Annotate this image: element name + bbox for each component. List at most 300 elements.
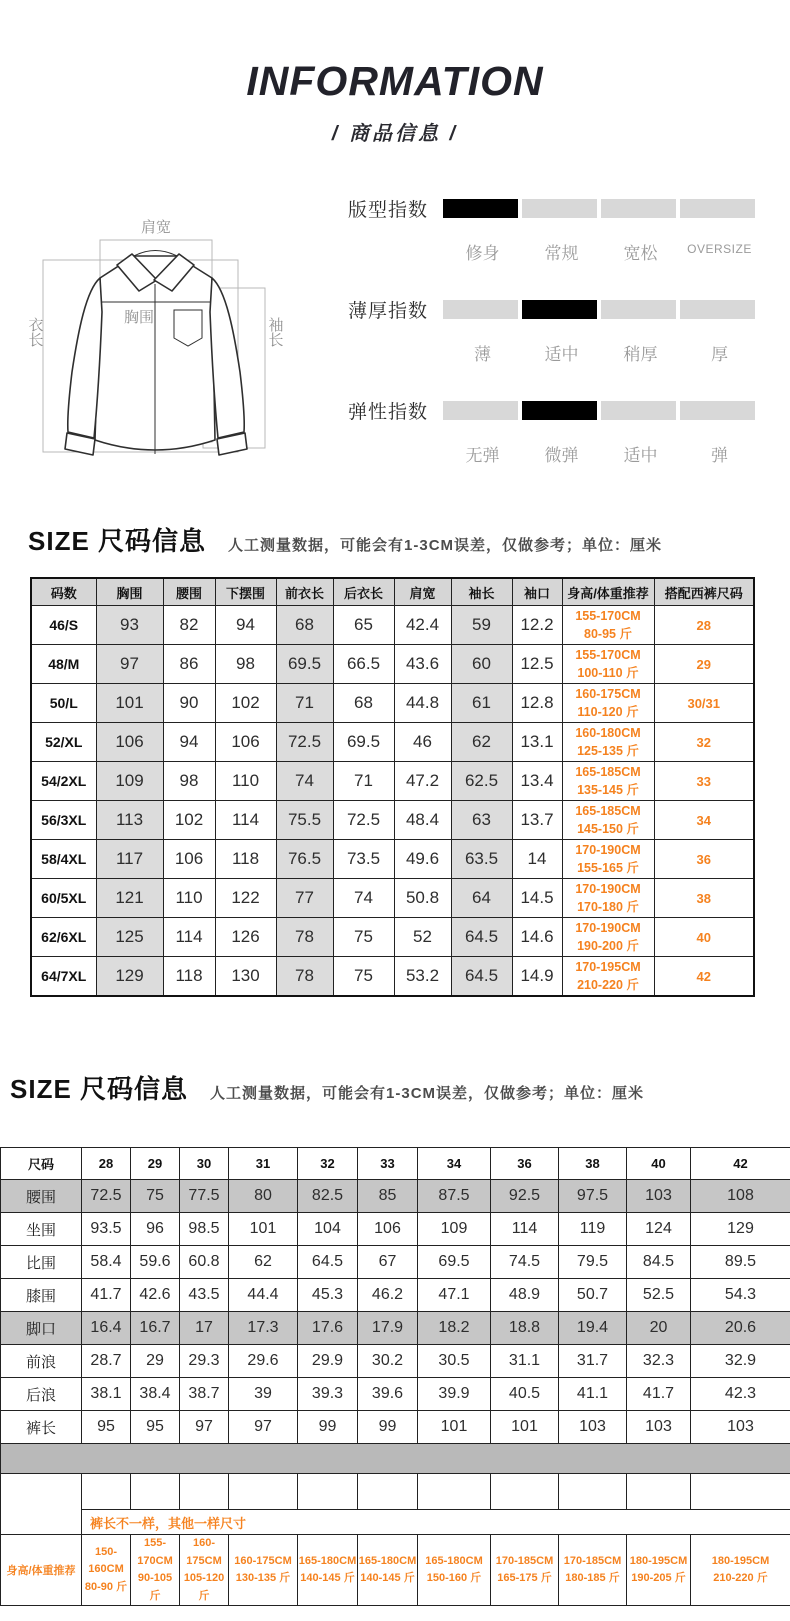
index-label: 薄厚指数: [348, 300, 429, 322]
measurement-cell: 50.7: [559, 1279, 627, 1312]
column-header: 31: [229, 1148, 298, 1180]
measurement-cell: 124: [627, 1213, 691, 1246]
recommend-weight: 190-205 斤: [631, 1572, 686, 1585]
measurement-cell: 93.5: [82, 1213, 131, 1246]
measurement-cell: 46: [394, 723, 451, 762]
spacer-row: [1, 1444, 790, 1474]
shirt-neckband: [134, 251, 177, 257]
shoulder-width-label: 肩宽: [140, 219, 172, 236]
shirt-measurement-diagram: [22, 192, 317, 484]
size-row: [31, 684, 754, 723]
measurement-cell: 17.3: [229, 1312, 298, 1345]
recommend-cell: [691, 1535, 790, 1606]
measurement-cell: 30.2: [358, 1345, 418, 1378]
measurement-cell: 93: [96, 606, 163, 645]
recommend-label-cell: 身高/体重推荐: [1, 1535, 82, 1606]
measurement-cell: 13.4: [512, 762, 562, 801]
measurement-cell: 99: [298, 1411, 358, 1444]
measurement-cell: 72.5: [82, 1180, 131, 1213]
size-title-2: SIZE 尺码信息: [10, 1074, 189, 1104]
recommend-weight: 170-180 斤: [577, 900, 639, 914]
row-label-cell: 前浪: [1, 1345, 82, 1378]
measurement-cell: 110: [215, 762, 276, 801]
index-row: [348, 398, 768, 422]
measurement-cell: 82: [163, 606, 215, 645]
empty-cell: [131, 1474, 180, 1510]
size-title-1: SIZE 尺码信息: [28, 526, 207, 556]
measure-row: [1, 1411, 790, 1444]
index-option-label: 薄: [474, 345, 491, 364]
measurement-cell: 49.6: [394, 840, 451, 879]
pants-size-cell: 28: [654, 606, 754, 645]
measurement-cell: 53.2: [394, 957, 451, 997]
size-note-2: 人工测量数据，可能会有1-3CM误差，仅做参考；单位：厘米: [210, 1085, 645, 1102]
measurement-cell: 14: [512, 840, 562, 879]
measurement-cell: 72.5: [276, 723, 333, 762]
recommend-height: 165-185CM: [575, 803, 641, 818]
column-header: 30: [180, 1148, 229, 1180]
index-segment: [601, 300, 676, 319]
measurement-cell: 46.2: [358, 1279, 418, 1312]
shirt-left-sleeve: [68, 278, 102, 438]
measure-row: [1, 1345, 790, 1378]
measurement-cell: 60: [451, 645, 512, 684]
column-header: 后衣长: [333, 578, 394, 606]
measurement-cell: 95: [131, 1411, 180, 1444]
empty-cell: [180, 1474, 229, 1510]
empty-cell: [82, 1474, 131, 1510]
recommend-height: 165-180CM: [358, 1554, 417, 1567]
measurement-cell: 63: [451, 801, 512, 840]
measurement-cell: 50.8: [394, 879, 451, 918]
measurement-cell: 114: [491, 1213, 559, 1246]
measurement-cell: 47.1: [418, 1279, 491, 1312]
column-header: 搭配西裤尺码: [654, 578, 754, 606]
measurement-cell: 129: [691, 1213, 790, 1246]
recommend-cell: [562, 879, 654, 918]
measurement-cell: 65: [333, 606, 394, 645]
recommend-height: 155-170CM: [575, 608, 641, 623]
measurement-cell: 41.7: [82, 1279, 131, 1312]
measurement-cell: 38.7: [180, 1378, 229, 1411]
index-segment: [680, 199, 755, 218]
measurement-cell: 32.9: [691, 1345, 790, 1378]
measurement-cell: 76.5: [276, 840, 333, 879]
measurement-cell: 39.3: [298, 1378, 358, 1411]
measurement-cell: 87.5: [418, 1180, 491, 1213]
shirt-right-sleeve: [210, 278, 244, 438]
measurement-cell: 109: [418, 1213, 491, 1246]
measurement-cell: 82.5: [298, 1180, 358, 1213]
pants-size-cell: 40: [654, 918, 754, 957]
recommend-weight: 90-105 斤: [137, 1572, 173, 1602]
measurement-cell: 77: [276, 879, 333, 918]
index-bar: [443, 401, 759, 420]
measurement-cell: 103: [559, 1411, 627, 1444]
measurement-cell: 103: [691, 1411, 790, 1444]
column-header: 36: [491, 1148, 559, 1180]
measurement-cell: 52: [394, 918, 451, 957]
measurement-cell: 114: [163, 918, 215, 957]
measurement-cell: 64: [451, 879, 512, 918]
recommend-weight: 210-220 斤: [713, 1572, 768, 1585]
column-header: 肩宽: [394, 578, 451, 606]
index-segment: [680, 300, 755, 319]
recommend-cell: [562, 957, 654, 997]
measurement-cell: 14.6: [512, 918, 562, 957]
size-row: [31, 840, 754, 879]
column-header: 34: [418, 1148, 491, 1180]
measurement-cell: 101: [229, 1213, 298, 1246]
recommend-cell: [562, 840, 654, 879]
recommend-cell: [562, 723, 654, 762]
measurement-cell: 17.6: [298, 1312, 358, 1345]
measurement-cell: 48.4: [394, 801, 451, 840]
measurement-cell: 101: [491, 1411, 559, 1444]
recommend-height: 170-185CM: [495, 1554, 554, 1567]
recommend-weight: 145-150 斤: [577, 822, 639, 836]
recommend-height: 165-180CM: [298, 1554, 357, 1567]
measurement-cell: 16.4: [82, 1312, 131, 1345]
recommend-height: 160-175CM: [186, 1537, 222, 1567]
recommend-cell: [229, 1535, 298, 1606]
measurement-cell: 42.3: [691, 1378, 790, 1411]
recommend-height: 160-175CM: [234, 1554, 292, 1567]
measurement-cell: 106: [215, 723, 276, 762]
column-header: 32: [298, 1148, 358, 1180]
recommend-cell: [562, 762, 654, 801]
size-row: [31, 879, 754, 918]
index-segment-selected: [522, 401, 597, 420]
measurement-cell: 59: [451, 606, 512, 645]
empty-cell: [627, 1474, 691, 1510]
size-code-cell: 64/7XL: [31, 957, 96, 997]
pants-size-cell: 38: [654, 879, 754, 918]
index-option-label: 常规: [544, 244, 579, 263]
index-option-label: 无弹: [465, 446, 500, 465]
measurement-cell: 39: [229, 1378, 298, 1411]
empty-cell: [358, 1474, 418, 1510]
measurement-cell: 108: [691, 1180, 790, 1213]
measurement-cell: 28.7: [82, 1345, 131, 1378]
measurement-cell: 80: [229, 1180, 298, 1213]
measurement-cell: 68: [333, 684, 394, 723]
measurement-cell: 96: [131, 1213, 180, 1246]
fit-index-panel: [348, 196, 768, 499]
measurement-cell: 18.8: [491, 1312, 559, 1345]
index-segment: [601, 401, 676, 420]
measure-row: [1, 1246, 790, 1279]
measurement-cell: 118: [163, 957, 215, 997]
recommend-height: 180-195CM: [711, 1554, 770, 1567]
pants-size-cell: 33: [654, 762, 754, 801]
measurement-cell: 59.6: [131, 1246, 180, 1279]
row-label-cell: 后浪: [1, 1378, 82, 1411]
recommend-cell: [627, 1535, 691, 1606]
recommend-weight: 80-95 斤: [584, 627, 632, 641]
recommend-cell: [562, 684, 654, 723]
row-label-cell: 腰围: [1, 1180, 82, 1213]
row-label-cell: 脚口: [1, 1312, 82, 1345]
measurement-cell: 66.5: [333, 645, 394, 684]
measurement-cell: 68: [276, 606, 333, 645]
index-segment-selected: [522, 300, 597, 319]
column-header: 袖口: [512, 578, 562, 606]
page-header: [0, 58, 790, 146]
measurement-cell: 20: [627, 1312, 691, 1345]
recommend-weight: 210-220 斤: [577, 978, 639, 992]
size-row: [31, 762, 754, 801]
size-row: [31, 723, 754, 762]
empty-label-cell: [1, 1474, 82, 1535]
pants-size-cell: 42: [654, 957, 754, 997]
empty-cell: [491, 1474, 559, 1510]
recommend-row: [1, 1535, 790, 1606]
row-label-cell: 裤长: [1, 1411, 82, 1444]
recommend-cell: [298, 1535, 358, 1606]
measurement-cell: 48.9: [491, 1279, 559, 1312]
recommend-height: 170-185CM: [563, 1554, 622, 1567]
measurement-cell: 13.7: [512, 801, 562, 840]
index-block: [348, 196, 768, 264]
empty-cell: [418, 1474, 491, 1510]
empty-row: [1, 1474, 790, 1510]
measurement-cell: 18.2: [418, 1312, 491, 1345]
index-options: [443, 239, 768, 264]
recommend-weight: 110-120 斤: [577, 705, 639, 719]
measurement-cell: 74.5: [491, 1246, 559, 1279]
recommend-weight: 100-110 斤: [577, 666, 639, 680]
note-row: [1, 1510, 790, 1535]
recommend-height: 155-170CM: [137, 1537, 173, 1567]
recommend-height: 170-190CM: [575, 881, 641, 896]
pants-size-cell: 29: [654, 645, 754, 684]
size-code-cell: 52/XL: [31, 723, 96, 762]
size-row: [31, 957, 754, 997]
recommend-weight: 155-165 斤: [577, 861, 639, 875]
measurement-cell: 42.4: [394, 606, 451, 645]
recommend-height: 160-180CM: [575, 725, 641, 740]
measurement-cell: 98: [163, 762, 215, 801]
size-row: [31, 918, 754, 957]
measurement-cell: 31.7: [559, 1345, 627, 1378]
empty-cell: [229, 1474, 298, 1510]
measurement-cell: 17: [180, 1312, 229, 1345]
measurement-cell: 64.5: [451, 918, 512, 957]
shirt-size-table: [30, 577, 755, 997]
measurement-cell: 86: [163, 645, 215, 684]
size-section-1-header: [28, 521, 662, 558]
pants-size-table: [0, 1147, 790, 1606]
measurement-cell: 64.5: [451, 957, 512, 997]
recommend-cell: [358, 1535, 418, 1606]
recommend-height: 160-175CM: [575, 686, 641, 701]
measurement-cell: 67: [358, 1246, 418, 1279]
measurement-cell: 29: [131, 1345, 180, 1378]
measurement-cell: 19.4: [559, 1312, 627, 1345]
index-segment: [522, 199, 597, 218]
column-header: 42: [691, 1148, 790, 1180]
shirt-table-header-row: [31, 578, 754, 606]
index-label: 版型指数: [348, 199, 429, 221]
measurement-cell: 121: [96, 879, 163, 918]
measurement-cell: 12.5: [512, 645, 562, 684]
measurement-cell: 77.5: [180, 1180, 229, 1213]
recommend-weight: 105-120 斤: [183, 1572, 225, 1602]
index-segment: [601, 199, 676, 218]
measurement-cell: 14.5: [512, 879, 562, 918]
measurement-cell: 39.9: [418, 1378, 491, 1411]
measurement-cell: 60.8: [180, 1246, 229, 1279]
measurement-cell: 74: [276, 762, 333, 801]
measurement-cell: 31.1: [491, 1345, 559, 1378]
measure-row: [1, 1378, 790, 1411]
recommend-height: 170-190CM: [575, 920, 641, 935]
column-header: 38: [559, 1148, 627, 1180]
measurement-cell: 106: [163, 840, 215, 879]
measurement-cell: 58.4: [82, 1246, 131, 1279]
index-segment-selected: [443, 199, 518, 218]
size-section-2-header: [10, 1069, 644, 1106]
size-row: [31, 606, 754, 645]
size-code-cell: 58/4XL: [31, 840, 96, 879]
recommend-weight: 135-145 斤: [577, 783, 639, 797]
column-header: 33: [358, 1148, 418, 1180]
recommend-weight: 140-145 斤: [360, 1572, 415, 1585]
row-label-cell: 比围: [1, 1246, 82, 1279]
measurement-cell: 40.5: [491, 1378, 559, 1411]
measurement-cell: 117: [96, 840, 163, 879]
index-row: [348, 297, 768, 321]
size-code-cell: 54/2XL: [31, 762, 96, 801]
measurement-cell: 17.9: [358, 1312, 418, 1345]
measurement-cell: 119: [559, 1213, 627, 1246]
recommend-cell: [131, 1535, 180, 1606]
measurement-cell: 103: [627, 1411, 691, 1444]
measurement-cell: 97: [96, 645, 163, 684]
measurement-cell: 29.3: [180, 1345, 229, 1378]
measurement-cell: 89.5: [691, 1246, 790, 1279]
measurement-cell: 61: [451, 684, 512, 723]
index-option-label: OVERSIZE: [687, 242, 752, 256]
empty-cell: [298, 1474, 358, 1510]
measurement-cell: 32.3: [627, 1345, 691, 1378]
measurement-cell: 63.5: [451, 840, 512, 879]
index-options: [443, 340, 768, 365]
recommend-cell: [562, 801, 654, 840]
measurement-cell: 85: [358, 1180, 418, 1213]
column-header: 下摆围: [215, 578, 276, 606]
recommend-height: 170-190CM: [575, 842, 641, 857]
measurement-cell: 73.5: [333, 840, 394, 879]
recommend-height: 165-180CM: [425, 1554, 483, 1567]
page-subtitle: / 商品信息 /: [331, 123, 459, 145]
measurement-cell: 101: [418, 1411, 491, 1444]
measurement-cell: 52.5: [627, 1279, 691, 1312]
recommend-cell: [562, 606, 654, 645]
size-code-cell: 46/S: [31, 606, 96, 645]
measurement-cell: 106: [358, 1213, 418, 1246]
measurement-cell: 101: [96, 684, 163, 723]
measurement-cell: 126: [215, 918, 276, 957]
pants-size-cell: 32: [654, 723, 754, 762]
measurement-cell: 13.1: [512, 723, 562, 762]
column-header: 袖长: [451, 578, 512, 606]
column-header: 胸围: [96, 578, 163, 606]
measurement-cell: 97.5: [559, 1180, 627, 1213]
measurement-cell: 30.5: [418, 1345, 491, 1378]
index-option-label: 厚: [711, 345, 728, 364]
recommend-cell: [559, 1535, 627, 1606]
measurement-cell: 72.5: [333, 801, 394, 840]
recommend-height: 165-185CM: [575, 764, 641, 779]
measurement-cell: 78: [276, 957, 333, 997]
measurement-cell: 20.6: [691, 1312, 790, 1345]
index-option-label: 修身: [465, 244, 500, 263]
column-header: 身高/体重推荐: [562, 578, 654, 606]
measurement-cell: 41.1: [559, 1378, 627, 1411]
measurement-cell: 62: [229, 1246, 298, 1279]
row-label-cell: 坐围: [1, 1213, 82, 1246]
index-bar: [443, 199, 759, 218]
measurement-cell: 130: [215, 957, 276, 997]
recommend-cell: [491, 1535, 559, 1606]
measurement-cell: 84.5: [627, 1246, 691, 1279]
measurement-cell: 54.3: [691, 1279, 790, 1312]
measurement-cell: 29.9: [298, 1345, 358, 1378]
recommend-cell: [418, 1535, 491, 1606]
measurement-cell: 43.5: [180, 1279, 229, 1312]
measurement-cell: 94: [163, 723, 215, 762]
measurement-cell: 95: [82, 1411, 131, 1444]
measurement-cell: 114: [215, 801, 276, 840]
index-option-label: 适中: [544, 345, 579, 364]
pants-size-cell: 36: [654, 840, 754, 879]
measurement-cell: 75: [333, 957, 394, 997]
column-header: 尺码: [1, 1148, 82, 1180]
index-option-label: 弹: [711, 446, 728, 465]
recommend-weight: 125-135 斤: [577, 744, 639, 758]
index-bar: [443, 300, 759, 319]
measurement-cell: 109: [96, 762, 163, 801]
index-options: [443, 441, 768, 466]
measurement-cell: 99: [358, 1411, 418, 1444]
measure-row: [1, 1279, 790, 1312]
measure-row: [1, 1312, 790, 1345]
measurement-cell: 92.5: [491, 1180, 559, 1213]
column-header: 29: [131, 1148, 180, 1180]
measurement-cell: 97: [180, 1411, 229, 1444]
measurement-cell: 98.5: [180, 1213, 229, 1246]
size-code-cell: 62/6XL: [31, 918, 96, 957]
index-row: [348, 196, 768, 220]
empty-cell: [559, 1474, 627, 1510]
recommend-cell: [562, 918, 654, 957]
measurement-cell: 75.5: [276, 801, 333, 840]
size-note-1: 人工测量数据，可能会有1-3CM误差，仅做参考；单位：厘米: [228, 537, 663, 554]
index-option-label: 适中: [623, 446, 658, 465]
measurement-cell: 44.8: [394, 684, 451, 723]
measurement-cell: 62.5: [451, 762, 512, 801]
measurement-cell: 71: [276, 684, 333, 723]
size-code-cell: 48/M: [31, 645, 96, 684]
measurement-cell: 69.5: [333, 723, 394, 762]
column-header: 码数: [31, 578, 96, 606]
recommend-cell: [82, 1535, 131, 1606]
index-option-label: 宽松: [623, 244, 658, 263]
recommend-height: 170-195CM: [575, 959, 641, 974]
pants-size-cell: 34: [654, 801, 754, 840]
